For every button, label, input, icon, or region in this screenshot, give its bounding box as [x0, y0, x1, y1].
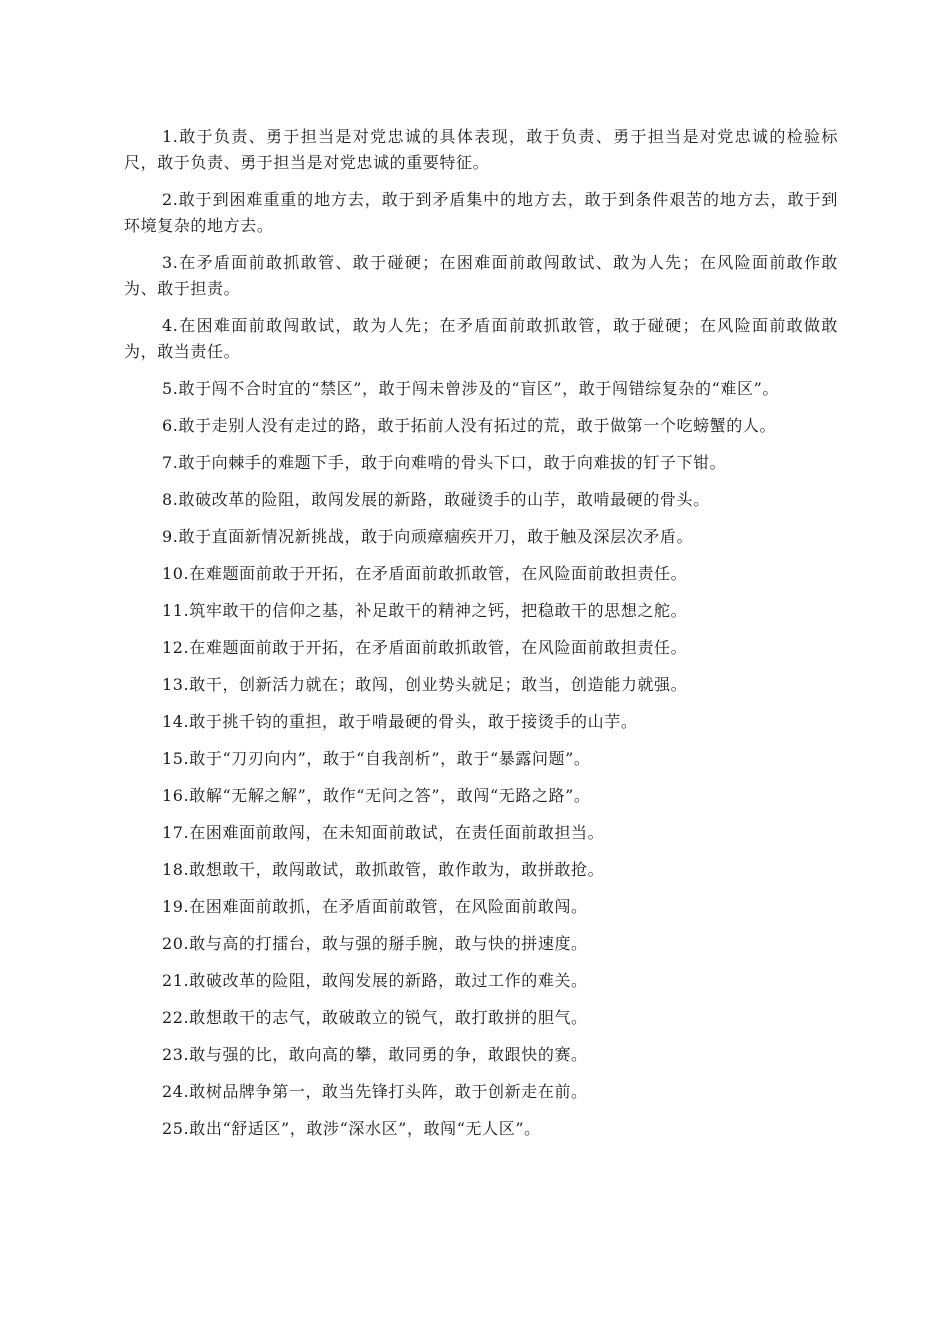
list-item: 15.敢于“刀刃向内”，敢于“自我剖析”，敢于“暴露问题”。 [162, 749, 591, 768]
list-item: 7.敢于向棘手的难题下手，敢于向难啃的骨头下口，敢于向难拔的钉子下钳。 [162, 453, 727, 472]
document-body [124, 124, 838, 1153]
list-item: 2.敢于到困难重重的地方去，敢于到矛盾集中的地方去，敢于到条件艰苦的地方去，敢于到环境复杂的地方去。 [124, 190, 838, 235]
list-item: 12.在难题面前敢于开拓，在矛盾面前敢抓敢管，在风险面前敢担责任。 [162, 638, 688, 657]
list-item: 11.筑牢敢干的信仰之基，补足敢干的精神之钙，把稳敢干的思想之舵。 [162, 601, 688, 620]
list-item: 8.敢破改革的险阻，敢闯发展的新路，敢碰烫手的山芋，敢啃最硬的骨头。 [162, 490, 710, 509]
list-item: 9.敢于直面新情况新挑战，敢于向顽瘴痼疾开刀，敢于触及深层次矛盾。 [162, 527, 694, 546]
list-item: 5.敢于闯不合时宜的“禁区”，敢于闯未曾涉及的“盲区”，敢于闯错综复杂的“难区”。 [162, 379, 779, 398]
list-item: 23.敢与强的比，敢向高的攀，敢同勇的争，敢跟快的赛。 [162, 1045, 588, 1064]
list-item: 22.敢想敢干的志气，敢破敢立的锐气，敢打敢拼的胆气。 [162, 1008, 588, 1027]
list-item: 19.在困难面前敢抓，在矛盾面前敢管，在风险面前敢闯。 [162, 897, 588, 916]
list-item: 3.在矛盾面前敢抓敢管、敢于碰硬；在困难面前敢闯敢试、敢为人先；在风险面前敢作敢为、敢于担责。 [124, 253, 838, 298]
list-item: 25.敢出“舒适区”，敢涉“深水区”，敢闯“无人区”。 [162, 1119, 541, 1138]
list-item: 4.在困难面前敢闯敢试，敢为人先；在矛盾面前敢抓敢管，敢于碰硬；在风险面前敢做敢为，敢当责任。 [124, 316, 838, 361]
list-item: 20.敢与高的打擂台，敢与强的掰手腕，敢与快的拼速度。 [162, 934, 588, 953]
list-item: 13.敢干，创新活力就在；敢闯，创业势头就足；敢当，创造能力就强。 [162, 675, 688, 694]
list-item: 10.在难题面前敢于开拓，在矛盾面前敢抓敢管，在风险面前敢担责任。 [162, 564, 688, 583]
list-item: 16.敢解“无解之解”，敢作“无问之答”，敢闯“无路之路”。 [162, 786, 591, 805]
list-item: 17.在困难面前敢闯，在未知面前敢试，在责任面前敢担当。 [162, 823, 605, 842]
list-item: 1.敢于负责、勇于担当是对党忠诚的具体表现，敢于负责、勇于担当是对党忠诚的检验标尺，敢于负责、勇于担当是对党忠诚的重要特征。 [124, 127, 838, 172]
list-item: 21.敢破改革的险阻，敢闯发展的新路，敢过工作的难关。 [162, 971, 588, 990]
list-item: 14.敢于挑千钧的重担，敢于啃最硬的骨头，敢于接烫手的山芋。 [162, 712, 638, 731]
list-item: 6.敢于走别人没有走过的路，敢于拓前人没有拓过的荒，敢于做第一个吃螃蟹的人。 [162, 416, 777, 435]
list-item: 18.敢想敢干，敢闯敢试，敢抓敢管，敢作敢为，敢拼敢抢。 [162, 860, 605, 879]
list-item: 24.敢树品牌争第一，敢当先锋打头阵，敢于创新走在前。 [162, 1082, 588, 1101]
